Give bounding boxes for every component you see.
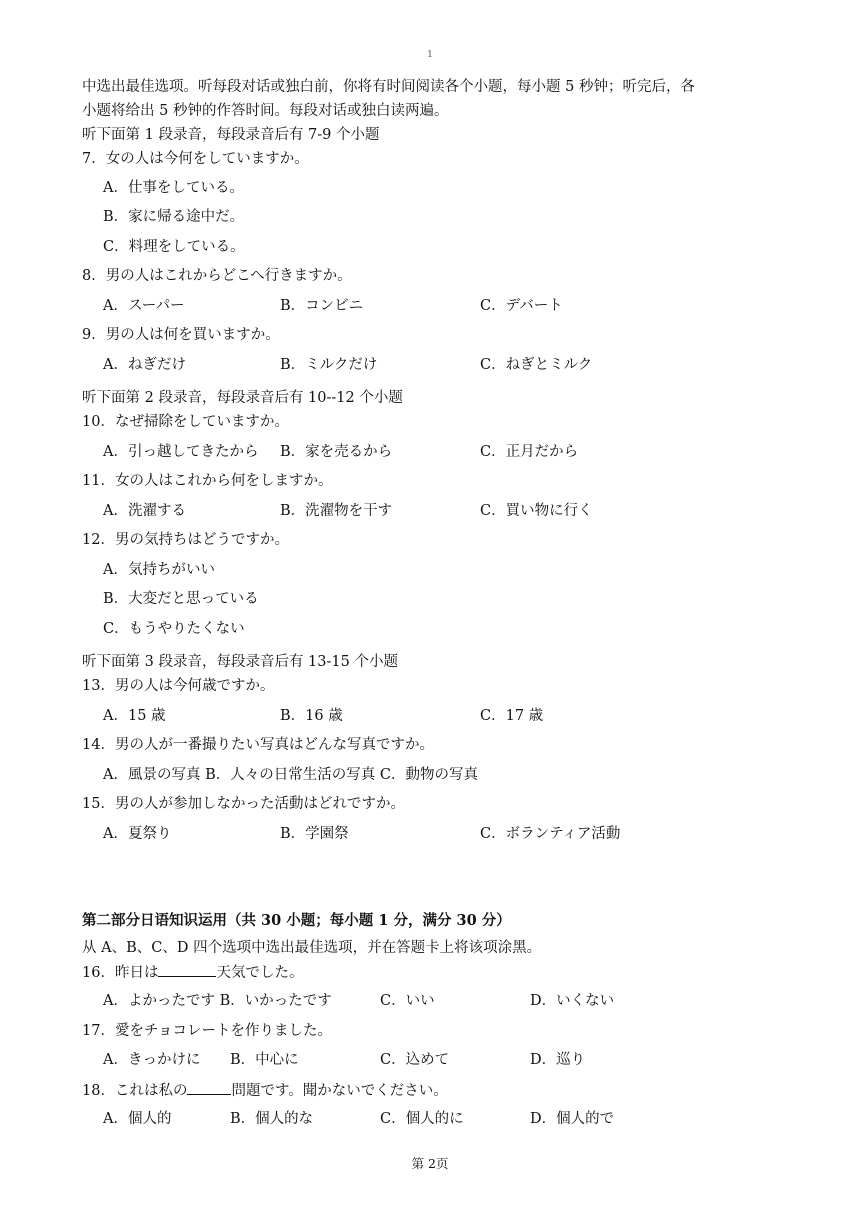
section1-heading: 听下面第 1 段录音，每段录音后有 7-9 个小题 bbox=[82, 127, 380, 143]
q18-option-a: A．個人的 bbox=[103, 1111, 172, 1127]
q8-option-c: C．デバート bbox=[480, 298, 563, 314]
page-footer: 第 2页 bbox=[411, 1156, 449, 1171]
question-12: 12．男の気持ちはどうですか。 bbox=[82, 532, 289, 548]
q18-blank bbox=[187, 1080, 231, 1095]
q12-option-c: C．もうやりたくない bbox=[103, 621, 245, 637]
question-13: 13．男の人は今何歳ですか。 bbox=[82, 678, 275, 694]
part2-instruction: 从 A、B、C、D 四个选项中选出最佳选项，并在答题卡上将该项涂黑。 bbox=[82, 940, 542, 956]
instruction-line-2: 小题将给出 5 秒钟的作答时间。每段对话或独白读两遍。 bbox=[82, 103, 449, 119]
q12-option-b: B．大変だと思っている bbox=[103, 591, 259, 607]
question-11: 11．女の人はこれから何をしますか。 bbox=[82, 473, 333, 489]
q12-option-a: A．気持ちがいい bbox=[103, 562, 215, 578]
question-15: 15．男の人が参加しなかった活動はどれですか。 bbox=[82, 796, 405, 812]
q11-option-a: A．洗濯する bbox=[103, 503, 186, 519]
q16-suffix: 天気でした。 bbox=[216, 965, 304, 981]
q7-option-b: B．家に帰る途中だ。 bbox=[103, 209, 245, 225]
q15-option-b: B．学園祭 bbox=[280, 826, 349, 842]
q9-option-c: C．ねぎとミルク bbox=[480, 357, 593, 373]
question-18 bbox=[82, 1080, 448, 1101]
q9-option-b: B．ミルクだけ bbox=[280, 357, 378, 373]
q18-option-d: D．個人的で bbox=[530, 1111, 615, 1127]
q11-option-c: C．買い物に行く bbox=[480, 503, 593, 519]
q7-option-a: A．仕事をしている。 bbox=[103, 180, 244, 196]
q8-option-a: A．スーパー bbox=[103, 298, 185, 314]
question-10: 10．なぜ掃除をしていますか。 bbox=[82, 414, 289, 430]
q13-option-b: B．16 歳 bbox=[280, 708, 343, 724]
q13-option-a: A．15 歳 bbox=[103, 708, 166, 724]
question-17: 17．愛をチョコレートを作りました。 bbox=[82, 1023, 333, 1039]
q10-option-a: A．引っ越してきたから bbox=[103, 444, 259, 460]
q17-option-a: A．きっかけに bbox=[103, 1052, 201, 1068]
instruction-line-1: 中选出最佳选项。听每段对话或独白前，你将有时间阅读各个小题，每小题 5 秒钟；听完后，各 bbox=[82, 79, 695, 95]
q15-option-c: C．ボランティア活動 bbox=[480, 826, 621, 842]
q18-option-c: C．個人的に bbox=[380, 1111, 464, 1127]
q8-option-b: B．コンビニ bbox=[280, 298, 364, 314]
header-page-mark: 1 bbox=[427, 50, 433, 60]
q7-option-c: C．料理をしている。 bbox=[103, 239, 245, 255]
q16-prefix: 16．昨日は bbox=[82, 965, 159, 981]
q16-option-c: C．いい bbox=[380, 993, 435, 1009]
q16-blank bbox=[158, 962, 216, 977]
section2-heading: 听下面第 2 段录音，每段录音后有 10--12 个小题 bbox=[82, 390, 403, 406]
q16-options-ab: A．よかったです B．いかったです bbox=[103, 993, 332, 1009]
q17-option-c: C．込めて bbox=[380, 1052, 450, 1068]
question-9: 9．男の人は何を買いますか。 bbox=[82, 327, 280, 343]
question-8: 8．男の人はこれからどこへ行きますか。 bbox=[82, 268, 352, 284]
q10-option-b: B．家を売るから bbox=[280, 444, 393, 460]
q9-option-a: A．ねぎだけ bbox=[103, 357, 186, 373]
section3-heading: 听下面第 3 段录音，每段录音后有 13-15 个小题 bbox=[82, 654, 398, 670]
question-14: 14．男の人が一番撮りたい写真はどんな写真ですか。 bbox=[82, 737, 434, 753]
q10-option-c: C．正月だから bbox=[480, 444, 579, 460]
q15-option-a: A．夏祭り bbox=[103, 826, 172, 842]
q18-suffix: 問題です。聞かないでください。 bbox=[231, 1083, 448, 1099]
q18-option-b: B．個人的な bbox=[230, 1111, 314, 1127]
q18-prefix: 18．これは私の bbox=[82, 1083, 188, 1099]
question-7: 7．女の人は今何をしていますか。 bbox=[82, 151, 309, 167]
q13-option-c: C．17 歳 bbox=[480, 708, 544, 724]
q11-option-b: B．洗濯物を干す bbox=[280, 503, 393, 519]
q16-option-d: D．いくない bbox=[530, 993, 615, 1009]
q14-options: A．風景の写真 B．人々の日常生活の写真 C．動物の写真 bbox=[103, 767, 478, 783]
q17-option-b: B．中心に bbox=[230, 1052, 299, 1068]
part2-heading: 第二部分日语知识运用（共 30 小题；每小题 1 分，满分 30 分） bbox=[82, 912, 511, 929]
question-16 bbox=[82, 962, 303, 983]
q17-option-d: D．巡り bbox=[530, 1052, 586, 1068]
